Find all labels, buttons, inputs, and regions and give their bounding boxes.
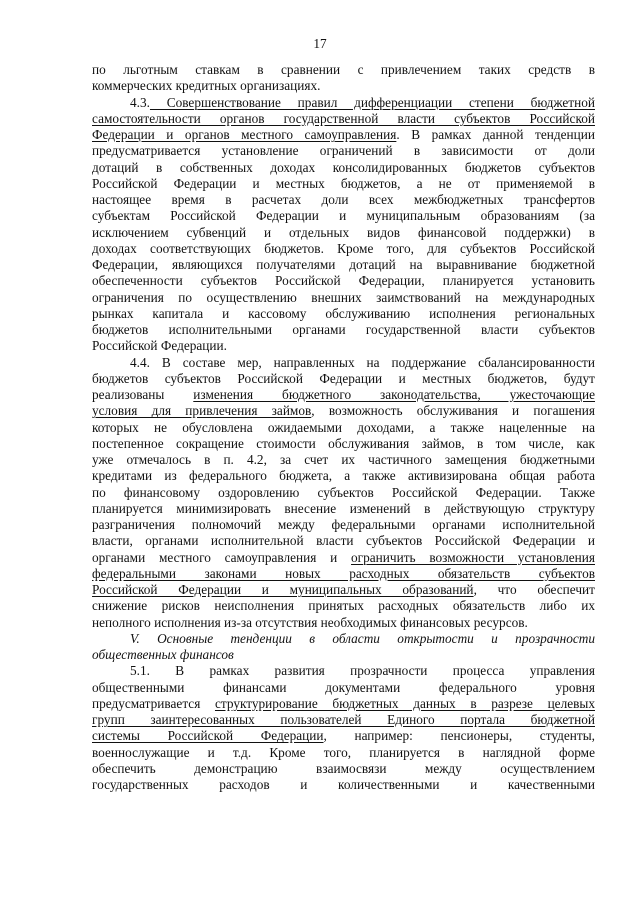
underlined-text: условия для привлечения займов — [92, 403, 312, 419]
text-segment: ограничения по осуществлению внешних заимствований на международных — [92, 289, 595, 305]
text-line — [92, 452, 595, 468]
text-segment: которых не обусловлена ожидаемыми доходами, а также нацеленные на — [92, 419, 595, 435]
text-segment: кредитами из федерального бюджета, а также активизирована общая работа — [92, 468, 595, 484]
text-segment: рынках капитала и кассовому обслуживанию исполнения региональных — [92, 305, 595, 321]
text-segment: бюджетов субъектов Российской Федерации и местных бюджетов, будут — [92, 370, 595, 386]
text-line — [92, 680, 595, 696]
text-line — [92, 78, 595, 94]
text-line — [92, 387, 595, 403]
text-segment: коммерческих кредитных организациях. — [92, 78, 321, 94]
text-segment: , возможность обслуживания и погашения — [311, 403, 595, 419]
text-line — [92, 143, 595, 159]
underlined-text: самостоятельности органов государственной власти субъектов Российской — [92, 110, 595, 126]
text-segment: общественными финансами документами федерального уровня — [92, 679, 595, 695]
text-line — [92, 468, 595, 484]
text-segment: Российской Федерации и местных бюджетов, а не от применяемой в — [92, 175, 595, 191]
text-segment: Федерации, являющихся получателями дотаций на выравнивание бюджетной — [92, 257, 595, 272]
text-line — [92, 728, 595, 744]
text-line — [92, 273, 595, 289]
underlined-text: федеральными законами новых расходных обязательств субъектов — [92, 565, 595, 581]
text-segment: власти, органами исполнительной власти субъектов Российской Федерации и — [92, 533, 595, 549]
underlined-text: групп заинтересованных пользователей Единого портала бюджетной — [92, 712, 595, 727]
underlined-text: ограничить возможности установления — [351, 549, 595, 565]
text-line — [92, 745, 595, 761]
text-segment: 5.1. В рамках развития прозрачности процесса управления — [130, 663, 595, 679]
underlined-text: Российской Федерации и муниципальных образований — [92, 582, 474, 597]
text-line — [92, 306, 595, 322]
text-segment: уже отмечалось в п. 4.2, за счет их частичного замещения бюджетными — [92, 452, 595, 467]
text-line — [92, 485, 595, 501]
text-segment: обеспеченности субъектов Российской Федерации, планируется установить — [92, 273, 595, 289]
text-line — [92, 582, 595, 598]
text-line — [92, 338, 595, 354]
text-line — [92, 533, 595, 549]
text-line — [92, 62, 595, 78]
text-line — [92, 550, 595, 566]
document-body — [92, 62, 595, 793]
text-line — [92, 598, 595, 614]
text-segment: . В рамках данной тенденции — [396, 127, 596, 142]
text-line — [92, 176, 595, 192]
text-line — [92, 517, 595, 533]
underlined-text: изменения бюджетного законодательства, ужесточающие — [193, 387, 596, 402]
text-segment: снижение рисков неисполнения принятых расходных обязательств либо их — [92, 598, 595, 614]
text-line — [92, 111, 595, 127]
text-segment: настоящее время в расчетах доли всех межбюджетных трансфертов — [92, 192, 595, 207]
text-line — [92, 403, 595, 419]
text-line — [92, 631, 595, 647]
text-line — [92, 647, 595, 663]
text-line — [92, 712, 595, 728]
text-segment: V. Основные тенденции в области открытости и прозрачности — [130, 630, 595, 646]
text-line — [92, 436, 595, 452]
text-segment: 4.3. — [130, 94, 150, 110]
text-segment: по льготным ставкам в сравнении с привлечением таких средств в — [92, 62, 595, 77]
text-line — [92, 290, 595, 306]
text-segment: , например: пенсионеры, студенты, — [323, 728, 595, 744]
text-line — [92, 777, 595, 793]
text-line — [92, 95, 595, 111]
text-segment: государственных расходов и количественными и качественными — [92, 777, 595, 792]
text-line — [92, 761, 595, 777]
text-segment: органами местного самоуправления и — [92, 549, 352, 565]
text-line — [92, 160, 595, 176]
text-segment: 4.4. В составе мер, направленных на поддержание сбалансированности — [130, 354, 595, 370]
text-segment: исключением субвенций и отдельных видов финансовой поддержки) в — [92, 224, 595, 240]
text-segment: субъектам Российской Федерации и муниципальным образованиям (за — [92, 208, 595, 224]
text-segment: предусматривается установление ограничений в зависимости от доли — [92, 143, 595, 159]
text-segment: общественных финансов — [92, 647, 234, 662]
text-line — [92, 322, 595, 338]
text-line — [92, 127, 595, 143]
text-segment: по финансовому оздоровлению субъектов Российской Федерации. Также — [92, 484, 595, 500]
text-line — [92, 241, 595, 257]
text-segment: планируется минимизировать внесение изменений в действующую структуру — [92, 500, 595, 516]
text-segment: реализованы — [92, 387, 194, 402]
text-line — [92, 355, 595, 371]
text-line — [92, 566, 595, 582]
text-segment: предусматривается — [92, 695, 215, 711]
text-segment: , что обеспечит — [473, 582, 595, 597]
text-segment: неполного исполнения из-за отсутствия необходимых финансовых ресурсов. — [92, 614, 528, 630]
text-line — [92, 257, 595, 273]
text-line — [92, 663, 595, 679]
text-segment: дотаций в собственных доходах консолидированных бюджетов субъектов — [92, 159, 595, 175]
text-segment: доходах соответствующих бюджетов. Кроме того, для субъектов Российской — [92, 240, 595, 256]
underlined-text: Совершенствование правил дифференциации степени бюджетной — [149, 94, 595, 110]
text-segment: военнослужащие и т.д. Кроме того, планируется в наглядной форме — [92, 744, 595, 760]
text-segment: разграничения полномочий между федеральными органами исполнительной — [92, 517, 595, 532]
text-line — [92, 192, 595, 208]
text-line — [92, 615, 595, 631]
text-line — [92, 501, 595, 517]
text-segment: бюджетов исполнительными органами государственной власти субъектов — [92, 322, 595, 337]
text-line — [92, 225, 595, 241]
underlined-text: системы Российской Федерации — [92, 728, 324, 744]
text-line — [92, 371, 595, 387]
text-line — [92, 208, 595, 224]
text-segment: Российской Федерации. — [92, 338, 227, 354]
underlined-text: структурирование бюджетных данных в разрезе целевых — [214, 695, 595, 711]
text-segment: постепенное сокращение стоимости обслуживания займов, в том числе, как — [92, 435, 595, 451]
page-number: 17 — [313, 36, 327, 51]
text-segment: обеспечить демонстрацию взаимосвязи между осуществлением — [92, 760, 595, 776]
text-line — [92, 696, 595, 712]
underlined-text: Федерации и органов местного самоуправления — [92, 127, 397, 142]
text-line — [92, 420, 595, 436]
